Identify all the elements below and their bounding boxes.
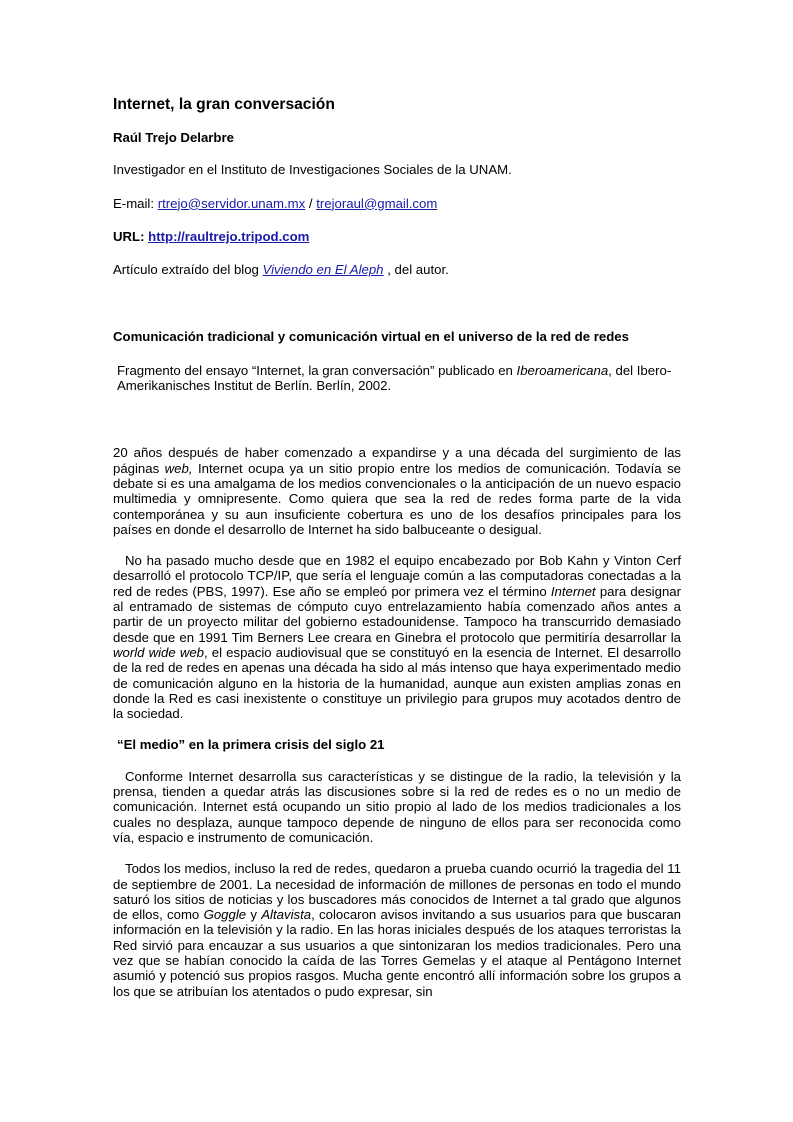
email-link-2[interactable]: trejoraul@gmail.com <box>316 195 438 211</box>
author-affiliation: Investigador en el Instituto de Investigaciones Sociales de la UNAM. <box>113 162 512 178</box>
url-label: URL: <box>113 228 149 244</box>
paragraph-1-emphasis: web, <box>164 460 193 476</box>
paragraph-2-text-a: No ha pasado mucho desde que en 1982 el equipo encabezado por Bob Kahn y Vinton Cerf desarrolló el protocolo TCP/IP, que sería el lenguaje común a las computadoras conectadas a la red de redes (PBS, 1997). Ese año se empleó por primera vez el término <box>113 553 681 599</box>
source-prefix: Artículo extraído del blog <box>113 262 263 278</box>
paragraph-4-text-b: y <box>246 907 262 923</box>
paragraph-4-text-c: , colocaron avisos invitando a sus usuarios para que buscaran información en la televisión y la radio. En las horas iniciales después de los ataques terroristas la Red sirvió para encauzar a sus usuarios a que sintonizaran los medios tradicionales. Pero una vez que se habían conocido la caída de las Torres Gemelas y el ataque al Pentágono Internet asumió y potenció sus propios rasgos. Mucha gente encontró allí información sobre los grupos a los que se atribuían los atentados o pudo expresar, sin <box>113 907 682 999</box>
paragraph-4-text-a: Todos los medios, incluso la red de redes, quedaron a prueba cuando ocurrió la tragedia del 11 de septiembre de 2001. La necesidad de información de millones de personas en todo el mundo saturó los sitios de noticias y los buscadores más conocidos de Internet a tal grado que algunos de ellos, como <box>113 861 681 923</box>
document-page <box>113 96 681 1015</box>
paragraph-1-text-a: 20 años después de haber comenzado a expandirse y a una década del surgimiento de las páginas <box>113 445 681 476</box>
fragment-suffix: , del Ibero-Amerikanisches Institut de Berlín. Berlín, 2002. <box>117 362 672 394</box>
fragment-journal: Iberoamericana <box>516 362 609 378</box>
email-label: E-mail: <box>113 195 158 211</box>
email-separator: / <box>305 195 317 211</box>
paragraph-2-text-b: para designar al entramado de sistemas de cómputo cuyo entrelazamiento había comenzado años antes a partir de un proyecto militar del gobierno estadounidense. Tampoco ha transcurrido demasiado desde que en 1991 Tim Berners Lee creara en Ginebra el protocolo que permitiría desarrollar la <box>113 583 682 645</box>
url-line <box>113 229 681 244</box>
paragraph-2 <box>113 553 681 721</box>
url-link[interactable]: http://raultrejo.tripod.com <box>148 228 310 244</box>
author-name: Raúl Trejo Delarbre <box>113 130 234 145</box>
paragraph-2-emphasis-1: Internet <box>550 583 596 599</box>
paragraph-2-emphasis-2: world wide web <box>113 644 205 660</box>
blog-link[interactable]: Viviendo en El Aleph <box>262 262 384 278</box>
fragment-note <box>113 363 681 394</box>
paragraph-1-text-b: Internet ocupa ya un sitio propio entre los medios de comunicación. Todavía se debate si es una amalgama de los medios convencionales o la anticipación de un nuevo espacio multimedia y omnipresente. Como quiera que sea la red de redes forma parte de la vida contemporánea y su aun insuficiente cobertura es uno de los desafíos principales para los países en donde el desarrollo de Internet ha sido balbuceante o desigual. <box>113 460 682 537</box>
paragraph-4-emphasis-2: Altavista <box>261 907 312 923</box>
paragraph-1 <box>113 445 681 537</box>
fragment-prefix: Fragmento del ensayo “Internet, la gran conversación” publicado en <box>117 362 517 378</box>
document-title: Internet, la gran conversación <box>113 96 335 113</box>
source-line <box>113 262 681 277</box>
email-line <box>113 196 681 211</box>
source-suffix: , del autor. <box>383 262 449 278</box>
subsection-title: “El medio” en la primera crisis del siglo 21 <box>117 737 385 753</box>
paragraph-3: Conforme Internet desarrolla sus características y se distingue de la radio, la televisión y la prensa, tienden a quedar atrás las discusiones sobre si la red de redes es o no un medio de comunicación. Internet está ocupando un sitio propio al lado de los medios tradicionales a los cuales no desplaza, aunque tampoco depende de ninguno de ellos para ser reconocida como vía, espacio e instrumento de comunicación. <box>113 768 681 845</box>
paragraph-4 <box>113 861 681 999</box>
email-link-1[interactable]: rtrejo@servidor.unam.mx <box>157 195 306 211</box>
paragraph-4-emphasis-1: Goggle <box>203 907 247 923</box>
paragraph-2-text-c: , el espacio audiovisual que se constituyó en la esencia de Internet. El desarrollo de la red de redes en apenas una década ha sido al más intenso que haya experimentado medio de comunicación alguno en la historia de la humanidad, aunque aun existen amplias zonas en donde la Red es casi inexistente o constituye un privilegio para grupos muy acotados dentro de la sociedad. <box>113 644 681 722</box>
section-title: Comunicación tradicional y comunicación virtual en el universo de la red de redes <box>113 329 629 345</box>
